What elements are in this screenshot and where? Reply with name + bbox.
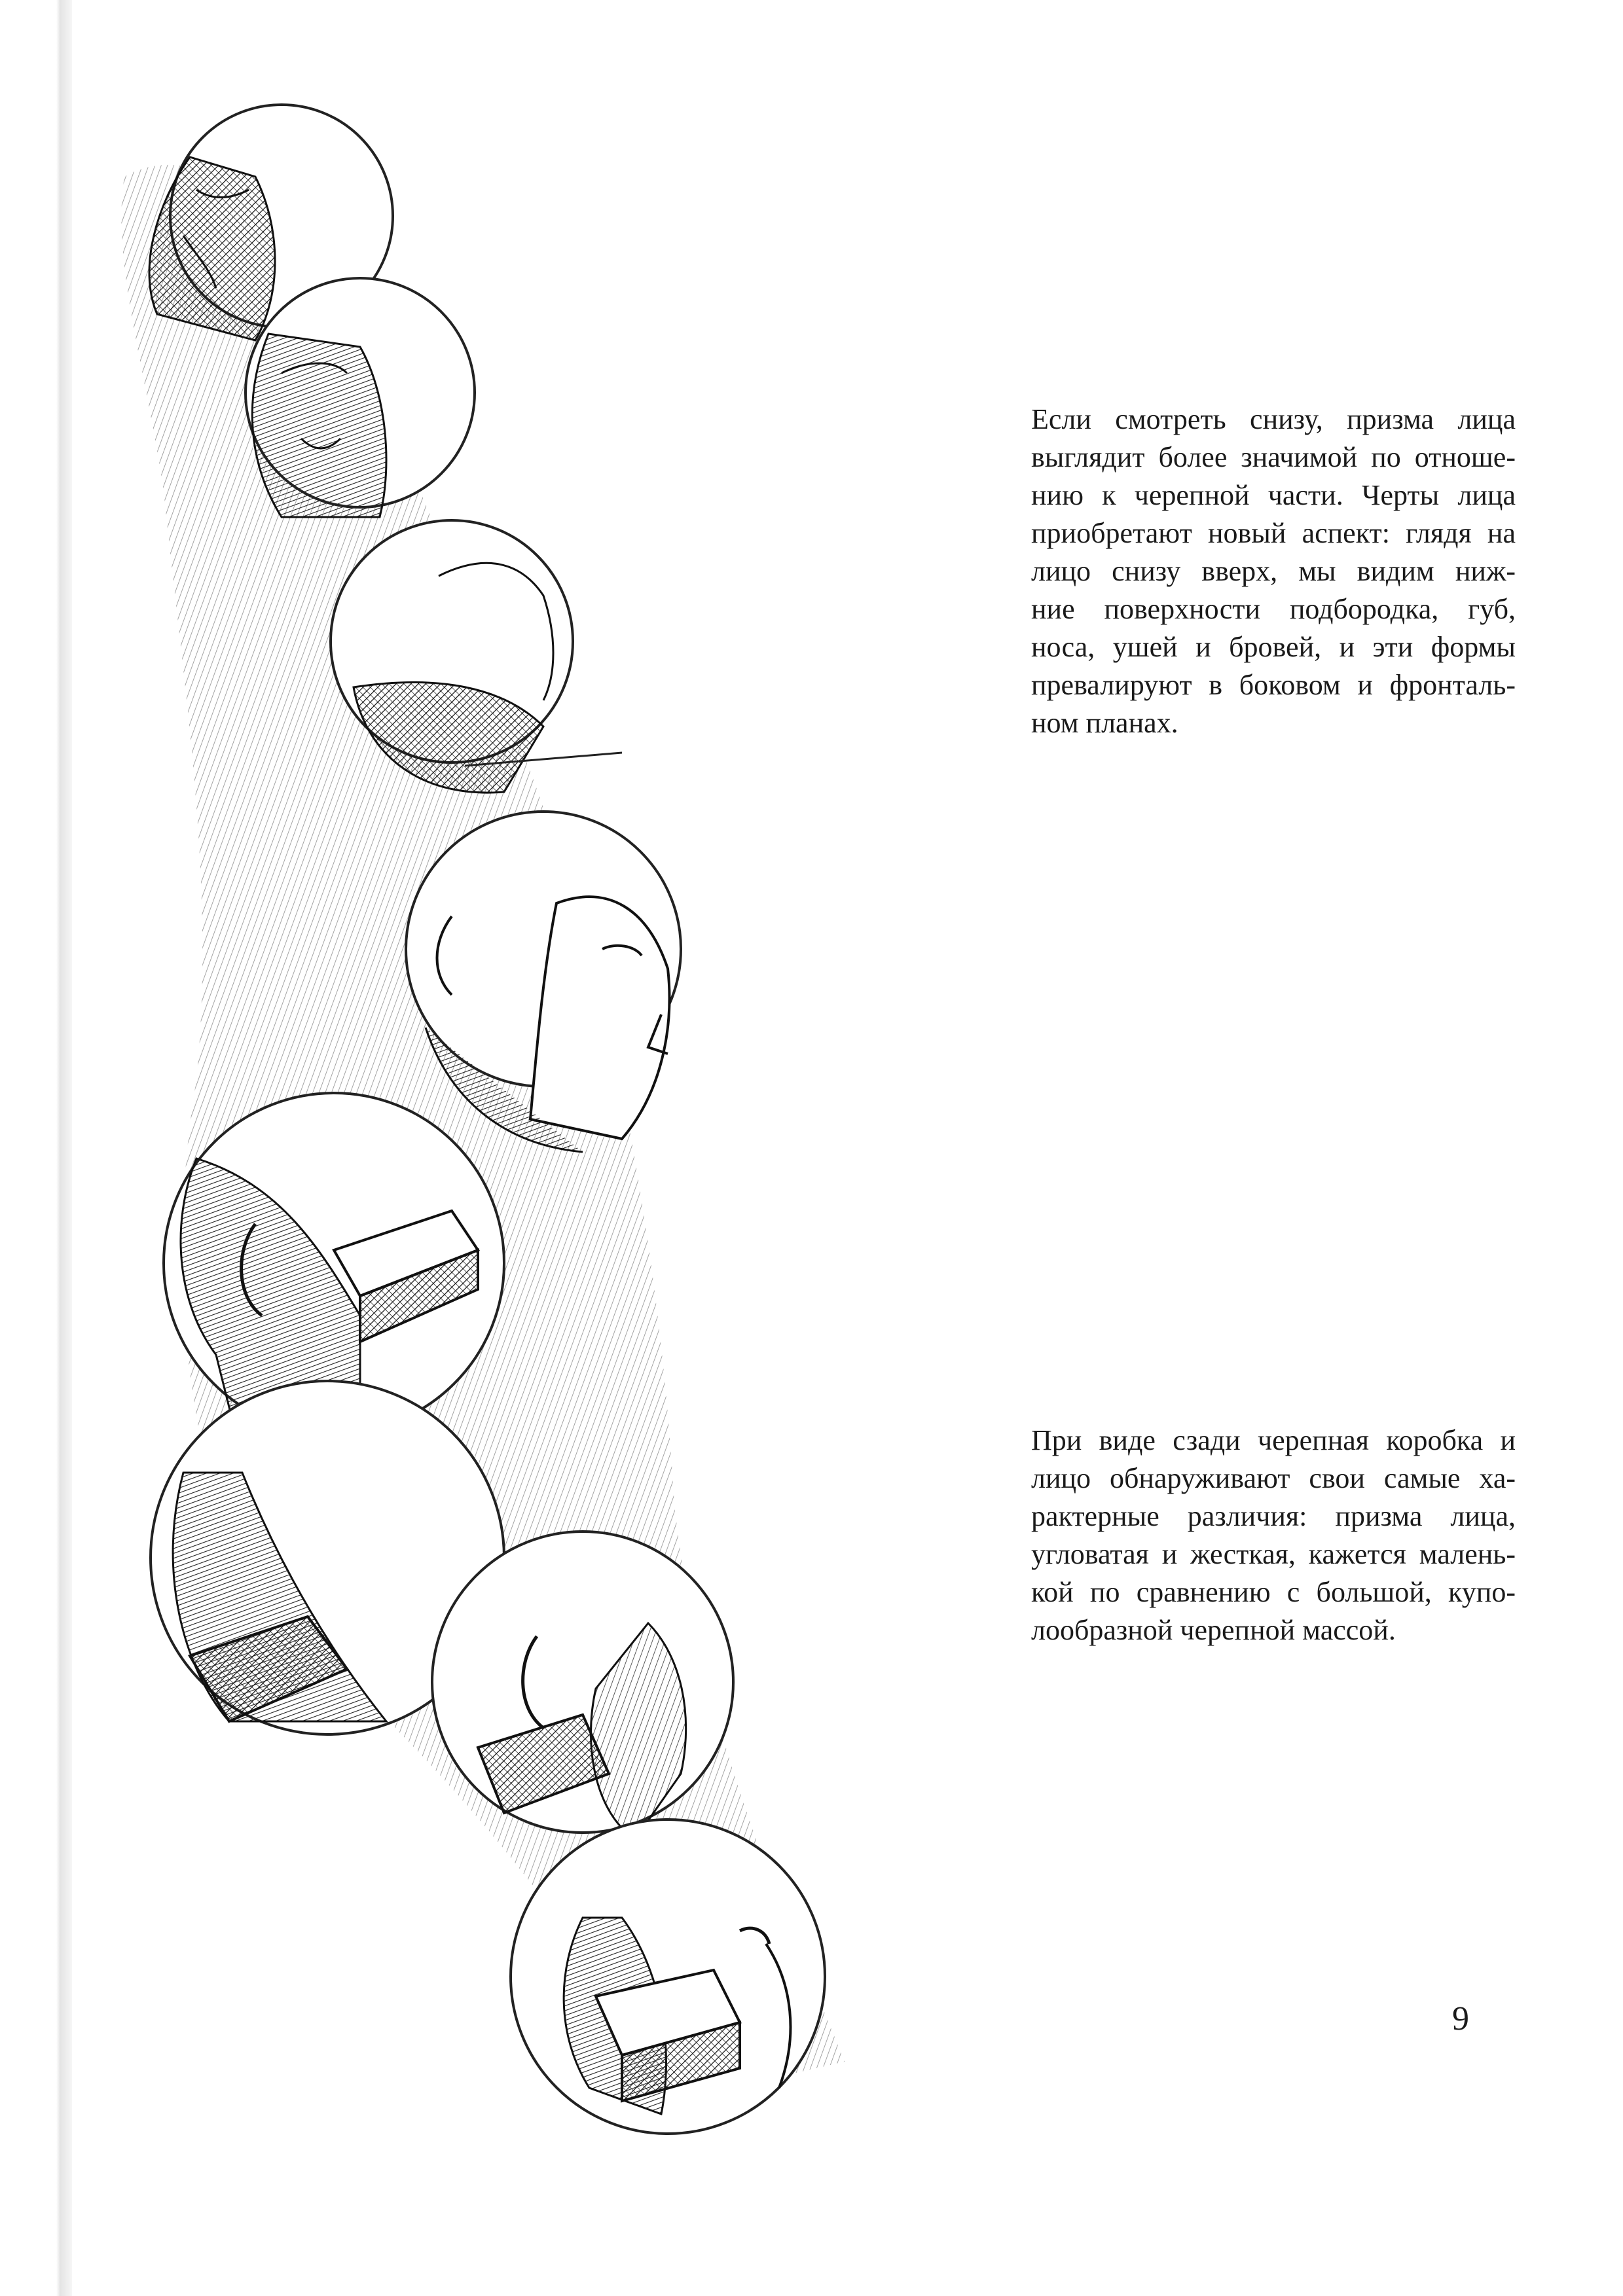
text-line: лицо снизу вверх, мы видим ниж-: [1031, 555, 1516, 587]
text-line: лообразной черепной массой.: [1031, 1614, 1396, 1646]
text-line: лицо обнаруживают свои самые ха-: [1031, 1462, 1516, 1494]
text-line: приобретают новый аспект: глядя на: [1031, 517, 1516, 549]
page-number: 9: [1452, 2000, 1469, 2037]
text-line: угловатая и жесткая, кажется малень-: [1031, 1538, 1516, 1570]
text-line: превалируют в боковом и фронталь-: [1031, 669, 1516, 701]
head-drawing-2: [246, 278, 475, 517]
text-line: кой по сравнению с большой, купо-: [1031, 1576, 1516, 1608]
text-line: ном планах.: [1031, 707, 1178, 739]
text-block-view-from-behind: [1031, 1422, 1516, 1649]
text-line: нию к черепной части. Черты лица: [1031, 479, 1516, 511]
text-block-view-from-below: [1031, 401, 1516, 742]
scan-edge-shadow: [0, 0, 72, 2296]
text-line: При виде сзади черепная коробка и: [1031, 1424, 1516, 1456]
text-line: выглядит более значимой по отноше-: [1031, 441, 1516, 473]
text-line: Если смотреть снизу, призма лица: [1031, 403, 1516, 435]
text-line: ние поверхности подбородка, губ,: [1031, 593, 1516, 625]
text-line: носа, ушей и бровей, и эти формы: [1031, 631, 1516, 663]
head-drawings-illustration: [85, 98, 936, 2179]
head-drawing-8: [511, 1820, 825, 2134]
text-line: рактерные различия: призма лица,: [1031, 1500, 1516, 1532]
